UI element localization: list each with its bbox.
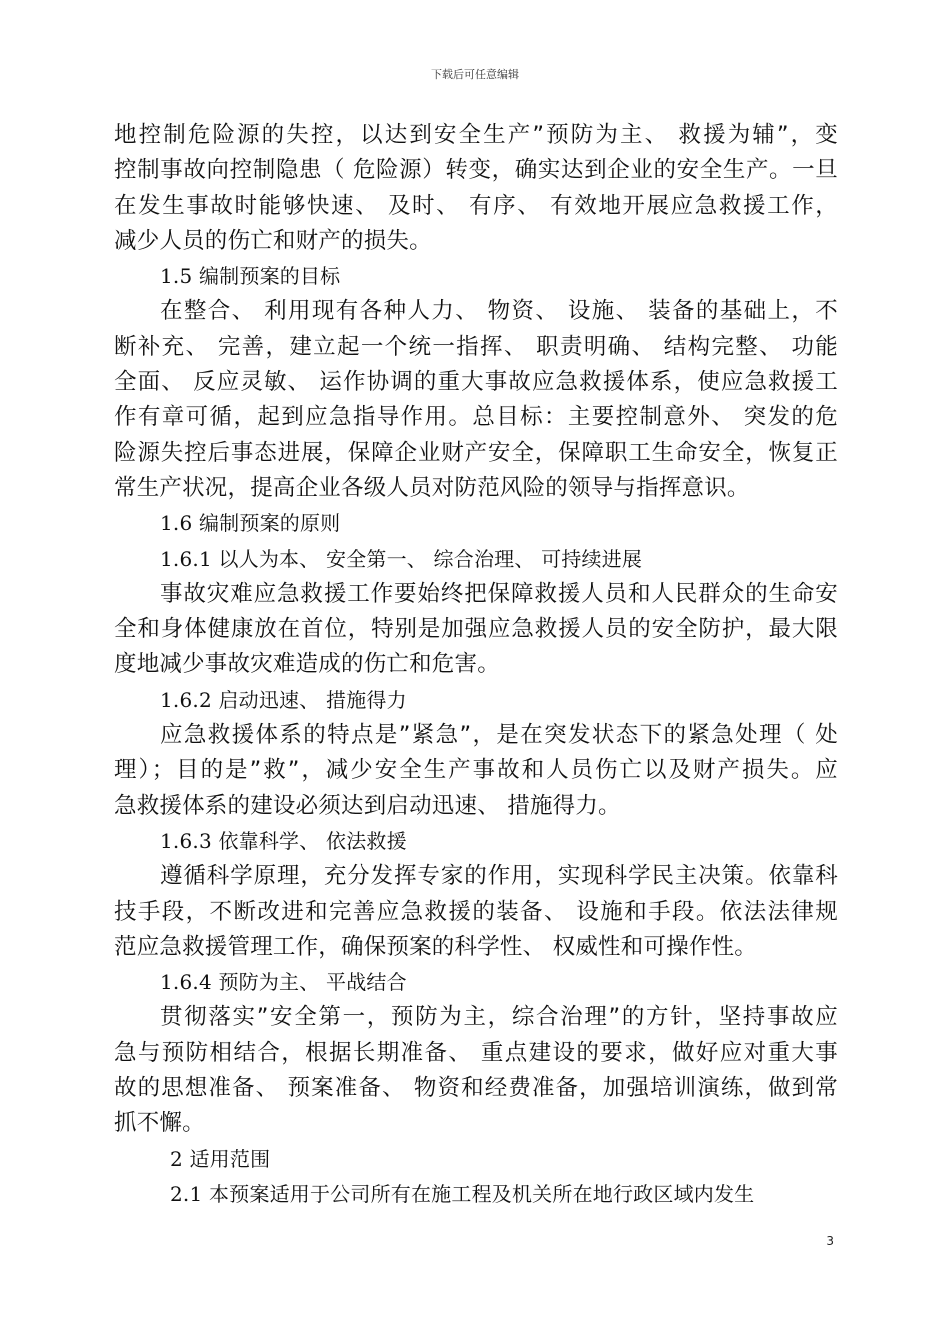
paragraph-line: 度地减少事故灾难造成的伤亡和危害。: [114, 651, 500, 678]
subsection-heading: 1.6.2 启动迅速、 措施得力: [160, 687, 407, 712]
paragraph-line: 抓不懈。: [114, 1110, 205, 1137]
paragraph-line: 在发生事故时能够快速、 及时、 有序、 有效地开展应急救援工作，: [114, 192, 838, 219]
page-number: 3: [826, 1234, 834, 1248]
document-body: [114, 118, 838, 1212]
paragraph-line: 全和身体健康放在首位，特别是加强应急救援人员的安全防护，最大限: [114, 616, 838, 643]
subsection-heading: 1.6.3 依靠科学、 依法救援: [160, 828, 407, 853]
paragraph-line: 技手段，不断改进和完善应急救援的装备、 设施和手段。依法法律规: [114, 898, 838, 925]
paragraph-line: 理）；目的是”救”，减少安全生产事故和人员伤亡以及财产损失。应: [114, 757, 838, 784]
paragraph-line: 断补充、 完善，建立起一个统一指挥、 职责明确、 结构完整、 功能: [114, 333, 838, 360]
paragraph-line: 地控制危险源的失控，以达到安全生产”预防为主、 救援为辅”，变: [114, 122, 838, 148]
paragraph-line: 遵循科学原理，充分发挥专家的作用，实现科学民主决策。依靠科: [160, 863, 838, 890]
page-header: 下载后可任意编辑: [431, 68, 519, 81]
paragraph-line: 控制事故向控制隐患（ 危险源）转变，确实达到企业的安全生产。一旦: [114, 157, 838, 184]
paragraph-line: 故的思想准备、 预案准备、 物资和经费准备，加强培训演练，做到常: [114, 1075, 838, 1102]
paragraph-line: 范应急救援管理工作，确保预案的科学性、 权威性和可操作性。: [114, 933, 757, 960]
paragraph-line: 险源失控后事态进展，保障企业财产安全，保障职工生命安全，恢复正: [114, 439, 838, 466]
section-heading: 1.6 编制预案的原则: [160, 511, 341, 536]
paragraph-line: 全面、 反应灵敏、 运作协调的重大事故应急救援体系，使应急救援工: [114, 369, 838, 396]
paragraph-line: 作有章可循，起到应急指导作用。总目标：主要控制意外、 突发的危: [114, 404, 838, 431]
paragraph-line: 常生产状况，提高企业各级人员对防范风险的领导与指挥意识。: [114, 474, 750, 501]
paragraph-line: 减少人员的伤亡和财产的损失。: [114, 227, 432, 254]
paragraph-line: 急救援体系的建设必须达到启动迅速、 措施得力。: [114, 792, 621, 819]
paragraph-line: 应急救援体系的特点是”紧急”，是在突发状态下的紧急处理（ 处: [160, 722, 838, 749]
paragraph-line: 急与预防相结合，根据长期准备、 重点建设的要求，做好应对重大事: [114, 1039, 838, 1066]
section-heading: 1.5 编制预案的目标: [160, 264, 341, 289]
subsection-heading: 1.6.1 以人为本、 安全第一、 综合治理、 可持续进展: [160, 546, 643, 571]
section-heading: 2 适用范围: [170, 1146, 271, 1171]
paragraph-line: 在整合、 利用现有各种人力、 物资、 设施、 装备的基础上，不: [160, 298, 838, 325]
subsection-heading: 1.6.4 预防为主、 平战结合: [160, 970, 407, 995]
paragraph-line: 贯彻落实”安全第一，预防为主，综合治理”的方针，坚持事故应: [160, 1004, 838, 1031]
paragraph-line: 2.1 本预案适用于公司所有在施工程及机关所在地行政区域内发生: [170, 1181, 755, 1206]
paragraph-line: 事故灾难应急救援工作要始终把保障救援人员和人民群众的生命安: [160, 580, 838, 607]
